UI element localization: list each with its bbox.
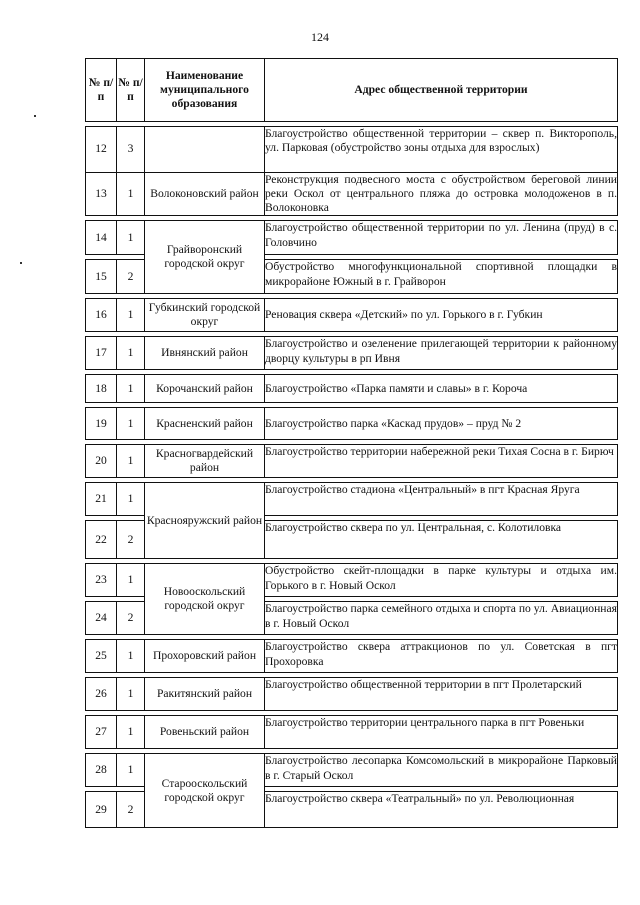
row-sub-number: 1 [117, 299, 145, 332]
row-sub-number: 1 [117, 678, 145, 711]
address-text: Благоустройство территории набережной реки Тихая Сосна в г. Бирюч [265, 445, 614, 459]
address-text: Благоустройство парка «Каскад прудов» – пруд № 2 [265, 416, 522, 430]
row-sub-number: 2 [117, 260, 145, 294]
row-sub-number: 2 [117, 521, 145, 559]
municipality-cell: Краснояружский район [145, 483, 265, 559]
row-number: 22 [86, 521, 117, 559]
row-sub-number: 1 [117, 640, 145, 673]
row-sub-number: 1 [117, 375, 145, 403]
address-text: Обустройство скейт-площадки в парке культуры и отдыха им. Горького в г. Новый Оскол [265, 564, 617, 592]
row-number: 27 [86, 716, 117, 749]
table-row [86, 173, 618, 216]
table-row [86, 483, 618, 516]
row-sub-number: 1 [117, 483, 145, 516]
table-row [86, 678, 618, 711]
address-text: Благоустройство «Парка памяти и славы» в г. Короча [265, 381, 528, 395]
row-number: 17 [86, 337, 117, 370]
row-sub-number: 2 [117, 792, 145, 828]
table-header-row [86, 59, 618, 122]
table-row [86, 716, 618, 749]
row-number: 21 [86, 483, 117, 516]
row-sub-number: 3 [117, 127, 145, 173]
row-sub-number: 1 [117, 173, 145, 216]
row-number: 14 [86, 221, 117, 255]
address-text: Обустройство многофункциональной спортивной площадки в микрорайоне Южный в г. Грайворон [265, 260, 617, 288]
table-row [86, 299, 618, 332]
address-text: Благоустройство общественной территории в пгт Пролетарский [265, 678, 582, 692]
row-sub-number: 1 [117, 445, 145, 478]
header-municipality: Наименование муниципального образования [145, 59, 265, 122]
row-sub-number: 1 [117, 754, 145, 787]
address-text: Реновация сквера «Детский» по ул. Горького в г. Губкин [265, 308, 543, 322]
table-row [86, 375, 618, 403]
table-row [86, 754, 618, 787]
row-number: 29 [86, 792, 117, 828]
address-text: Благоустройство сквера «Театральный» по ул. Революционная [265, 792, 575, 806]
municipality-cell: Старооскольский городской округ [145, 754, 265, 828]
row-number: 26 [86, 678, 117, 711]
row-sub-number: 2 [117, 602, 145, 635]
municipality-cell: Красненский район [145, 408, 265, 440]
row-sub-number: 1 [117, 408, 145, 440]
address-text: Благоустройство территории центрального парка в пгт Ровеньки [265, 716, 585, 730]
row-sub-number: 1 [117, 716, 145, 749]
address-text: Благоустройство общественной территории – сквер п. Викторополь, ул. Парковая (обустройство зоны отдыха для взрослых) [265, 127, 617, 155]
municipality-cell: Ракитянский район [145, 678, 265, 711]
page-number: 124 [311, 30, 329, 44]
row-sub-number: 1 [117, 564, 145, 597]
header-no-2: № п/п [117, 59, 145, 122]
row-number: 15 [86, 260, 117, 294]
address-text: Благоустройство лесопарка Комсомольский в микрорайоне Парковый в г. Старый Оскол [265, 754, 617, 782]
row-number: 28 [86, 754, 117, 787]
municipality-cell: Новооскольский городской округ [145, 564, 265, 635]
territories-table [85, 58, 618, 828]
municipality-cell: Грайворонский городской округ [145, 221, 265, 294]
address-text: Благоустройство общественной территории по ул. Ленина (пруд) в с. Головчино [265, 221, 617, 249]
scan-speck [20, 262, 22, 264]
row-sub-number: 1 [117, 337, 145, 370]
table-row [86, 408, 618, 440]
address-text: Благоустройство и озеленение прилегающей территории к районному дворцу культуры в рп Ивня [265, 337, 617, 365]
row-number: 23 [86, 564, 117, 597]
row-number: 19 [86, 408, 117, 440]
table-row [86, 127, 618, 173]
municipality-cell: Прохоровский район [145, 640, 265, 673]
address-text: Благоустройство стадиона «Центральный» в пгт Красная Яруга [265, 483, 580, 497]
row-number: 18 [86, 375, 117, 403]
municipality-cell: Ивнянский район [145, 337, 265, 370]
table-row [86, 337, 618, 370]
municipality-cell: Ровеньский район [145, 716, 265, 749]
municipality-cell: Губкинский городской округ [145, 299, 265, 332]
table-row [86, 445, 618, 478]
municipality-cell: Красногвардейский район [145, 445, 265, 478]
municipality-cell [145, 127, 265, 173]
municipality-cell: Корочанский район [145, 375, 265, 403]
row-number: 13 [86, 173, 117, 216]
address-text: Благоустройство сквера по ул. Центральная, с. Колотиловка [265, 521, 562, 535]
header-address: Адрес общественной территории [265, 59, 618, 122]
header-no: № п/п [86, 59, 117, 122]
row-number: 12 [86, 127, 117, 173]
row-number: 16 [86, 299, 117, 332]
address-text: Благоустройство сквера аттракционов по ул. Советская в пгт Прохоровка [265, 640, 617, 668]
address-text: Реконструкция подвесного моста с обустройством береговой линии реки Оскол от центрального пляжа до островка молодоженов в п. Волоконовка [265, 173, 617, 215]
table-row [86, 221, 618, 255]
scan-speck [34, 115, 36, 117]
row-number: 24 [86, 602, 117, 635]
row-number: 25 [86, 640, 117, 673]
table-row [86, 564, 618, 597]
table-row [86, 640, 618, 673]
row-sub-number: 1 [117, 221, 145, 255]
row-number: 20 [86, 445, 117, 478]
municipality-cell: Волоконовский район [145, 173, 265, 216]
address-text: Благоустройство парка семейного отдыха и спорта по ул. Авиационная в г. Новый Оскол [265, 602, 617, 630]
